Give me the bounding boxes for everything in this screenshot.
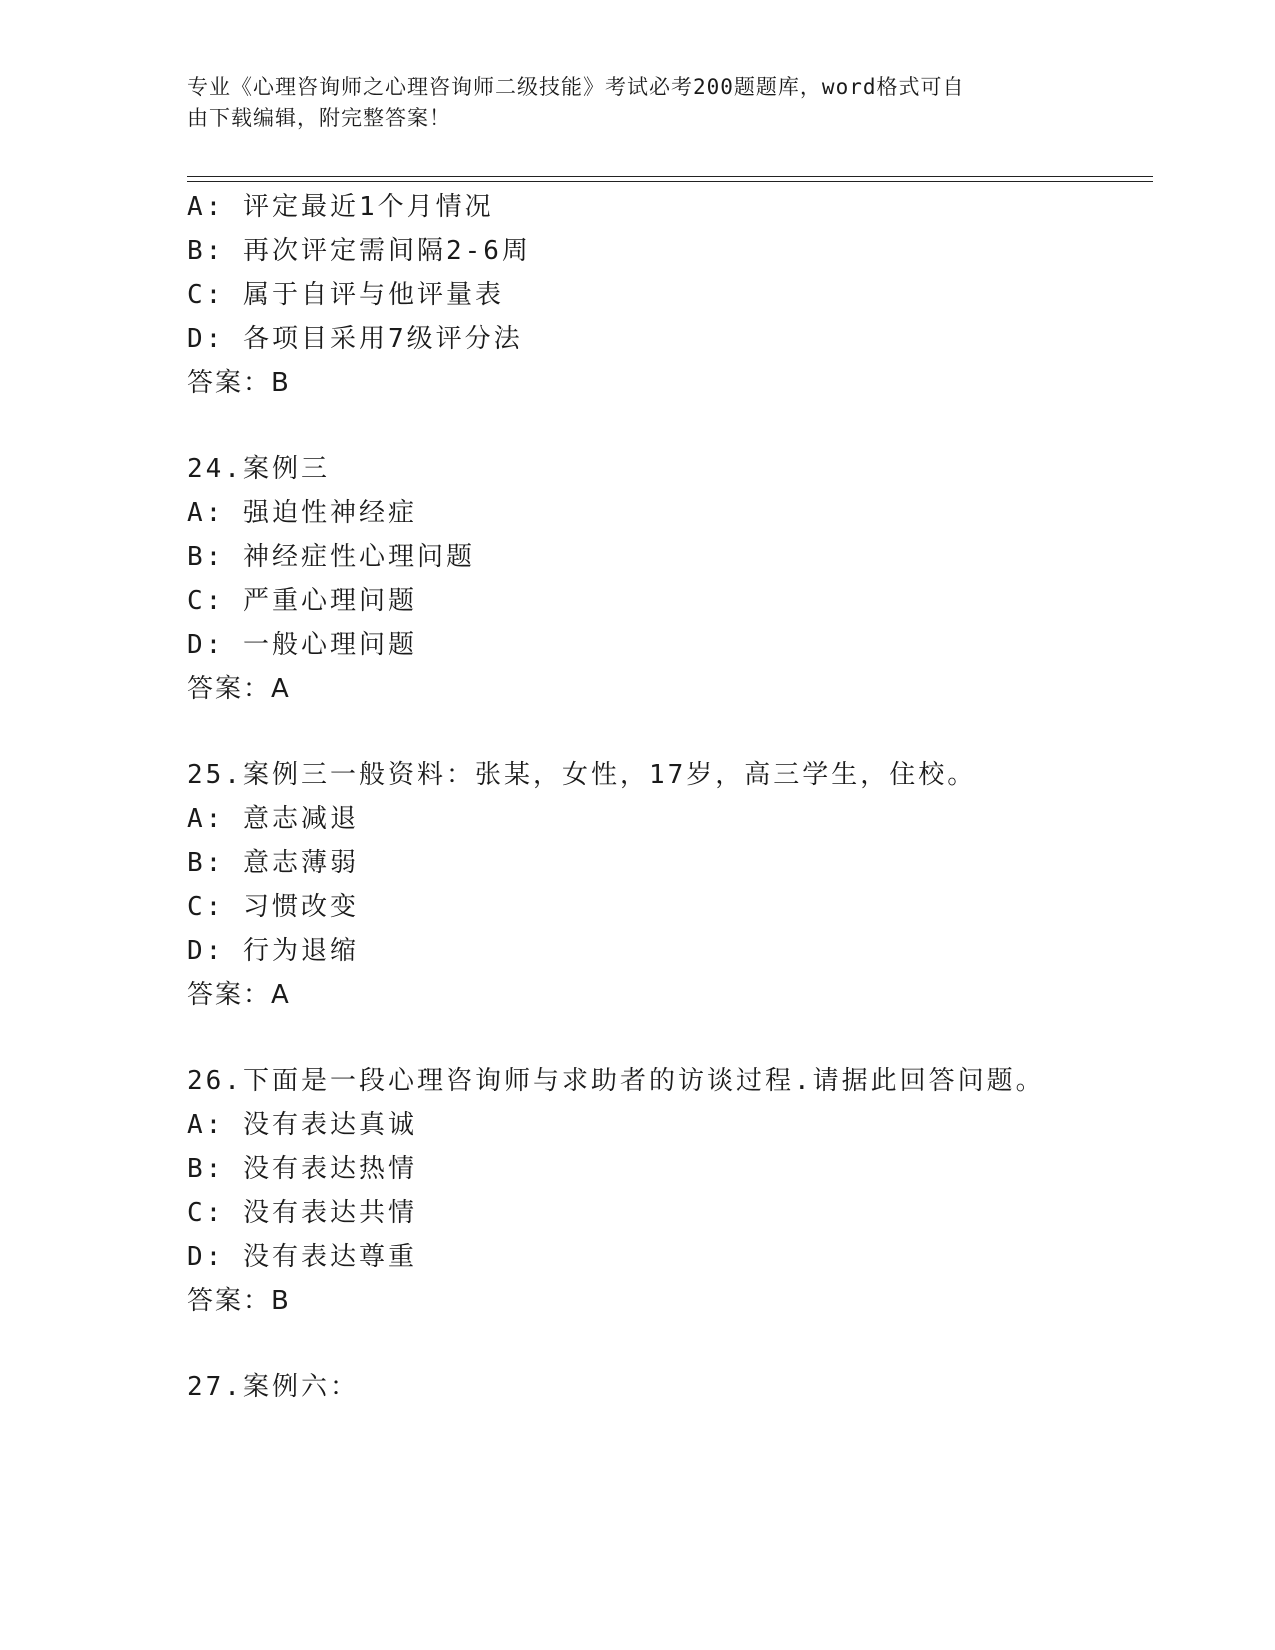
document-intro (187, 72, 1067, 134)
q25-question: 25.案例三一般资料：张某，女性，17岁，高三学生，住校。 (187, 760, 977, 790)
q23-option-b: B: 再次评定需间隔2-6周 (187, 236, 531, 266)
header-divider-top (187, 176, 1153, 177)
q25-answer: 答案：A (187, 980, 291, 1010)
q26-option-a: A: 没有表达真诚 (187, 1110, 417, 1140)
header-divider-bottom (187, 181, 1153, 182)
intro-line-1: 专业《心理咨询师之心理咨询师二级技能》考试必考200题题库，word格式可自 (187, 75, 965, 99)
q26-question: 26.下面是一段心理咨询师与求助者的访谈过程.请据此回答问题。 (187, 1066, 1045, 1096)
q25-option-a: A: 意志减退 (187, 804, 359, 834)
q23-option-d: D: 各项目采用7级评分法 (187, 324, 523, 354)
q24-option-a: A: 强迫性神经症 (187, 498, 417, 528)
q26-option-c: C: 没有表达共情 (187, 1198, 417, 1228)
q27-question: 27.案例六： (187, 1372, 359, 1402)
q23-answer: 答案：B (187, 368, 291, 398)
q23-option-a: A: 评定最近1个月情况 (187, 192, 494, 222)
q24-option-b: B: 神经症性心理问题 (187, 542, 475, 572)
q26-answer: 答案：B (187, 1286, 291, 1316)
intro-line-2: 由下载编辑，附完整答案！ (187, 106, 451, 130)
q24-option-d: D: 一般心理问题 (187, 630, 417, 660)
q25-option-c: C: 习惯改变 (187, 892, 359, 922)
q24-question: 24.案例三 (187, 454, 330, 484)
q25-option-d: D: 行为退缩 (187, 936, 359, 966)
q24-option-c: C: 严重心理问题 (187, 586, 417, 616)
q24-answer: 答案：A (187, 674, 291, 704)
q25-option-b: B: 意志薄弱 (187, 848, 359, 878)
q23-option-c: C: 属于自评与他评量表 (187, 280, 504, 310)
q26-option-d: D: 没有表达尊重 (187, 1242, 417, 1272)
q26-option-b: B: 没有表达热情 (187, 1154, 417, 1184)
